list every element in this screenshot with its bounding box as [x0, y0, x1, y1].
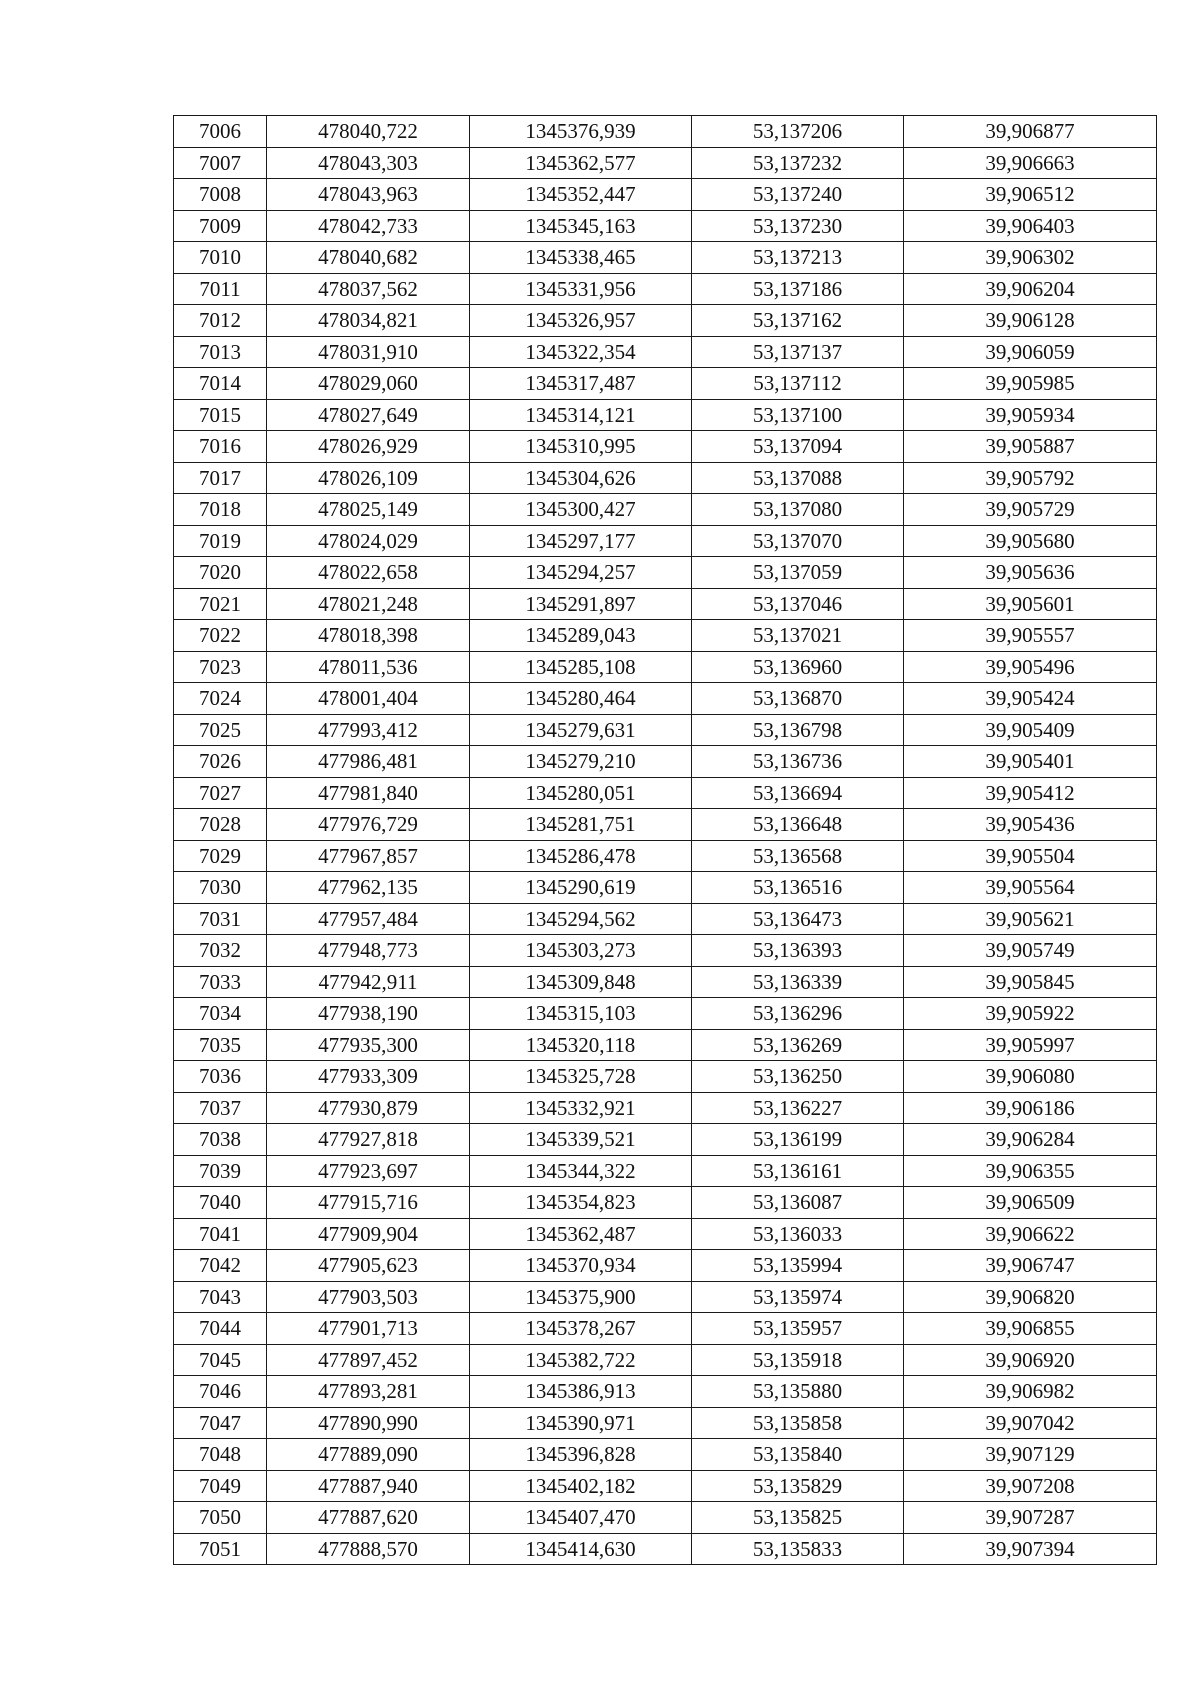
longitude-cell: 39,906059 — [904, 336, 1157, 368]
x-coordinate-cell: 477903,503 — [267, 1281, 470, 1313]
x-coordinate-cell: 477962,135 — [267, 872, 470, 904]
longitude-cell: 39,906855 — [904, 1313, 1157, 1345]
y-coordinate-cell: 1345281,751 — [470, 809, 692, 841]
table-row — [174, 557, 1157, 589]
table-row — [174, 998, 1157, 1030]
y-coordinate-cell: 1345291,897 — [470, 588, 692, 620]
point-number-cell: 7031 — [174, 903, 267, 935]
y-coordinate-cell: 1345344,322 — [470, 1155, 692, 1187]
point-number-cell: 7045 — [174, 1344, 267, 1376]
longitude-cell: 39,907394 — [904, 1533, 1157, 1565]
point-number-cell: 7015 — [174, 399, 267, 431]
table-row — [174, 368, 1157, 400]
table-row — [174, 714, 1157, 746]
x-coordinate-cell: 478031,910 — [267, 336, 470, 368]
table-row — [174, 1376, 1157, 1408]
table-row — [174, 399, 1157, 431]
latitude-cell: 53,137088 — [692, 462, 904, 494]
point-number-cell: 7018 — [174, 494, 267, 526]
y-coordinate-cell: 1345370,934 — [470, 1250, 692, 1282]
table-row — [174, 1281, 1157, 1313]
y-coordinate-cell: 1345315,103 — [470, 998, 692, 1030]
y-coordinate-cell: 1345396,828 — [470, 1439, 692, 1471]
table-row — [174, 809, 1157, 841]
point-number-cell: 7010 — [174, 242, 267, 274]
latitude-cell: 53,136393 — [692, 935, 904, 967]
point-number-cell: 7011 — [174, 273, 267, 305]
y-coordinate-cell: 1345378,267 — [470, 1313, 692, 1345]
x-coordinate-cell: 477981,840 — [267, 777, 470, 809]
table-row — [174, 116, 1157, 148]
x-coordinate-cell: 477897,452 — [267, 1344, 470, 1376]
x-coordinate-cell: 478034,821 — [267, 305, 470, 337]
point-number-cell: 7007 — [174, 147, 267, 179]
point-number-cell: 7024 — [174, 683, 267, 715]
point-number-cell: 7020 — [174, 557, 267, 589]
table-row — [174, 1155, 1157, 1187]
longitude-cell: 39,906204 — [904, 273, 1157, 305]
y-coordinate-cell: 1345279,631 — [470, 714, 692, 746]
longitude-cell: 39,905845 — [904, 966, 1157, 998]
x-coordinate-cell: 477915,716 — [267, 1187, 470, 1219]
latitude-cell: 53,136087 — [692, 1187, 904, 1219]
point-number-cell: 7035 — [174, 1029, 267, 1061]
table-row — [174, 1313, 1157, 1345]
latitude-cell: 53,137162 — [692, 305, 904, 337]
y-coordinate-cell: 1345320,118 — [470, 1029, 692, 1061]
x-coordinate-cell: 477905,623 — [267, 1250, 470, 1282]
y-coordinate-cell: 1345414,630 — [470, 1533, 692, 1565]
latitude-cell: 53,135833 — [692, 1533, 904, 1565]
latitude-cell: 53,136339 — [692, 966, 904, 998]
point-number-cell: 7038 — [174, 1124, 267, 1156]
table-row — [174, 210, 1157, 242]
x-coordinate-cell: 478021,248 — [267, 588, 470, 620]
y-coordinate-cell: 1345382,722 — [470, 1344, 692, 1376]
x-coordinate-cell: 478025,149 — [267, 494, 470, 526]
x-coordinate-cell: 477890,990 — [267, 1407, 470, 1439]
latitude-cell: 53,137080 — [692, 494, 904, 526]
point-number-cell: 7029 — [174, 840, 267, 872]
point-number-cell: 7009 — [174, 210, 267, 242]
y-coordinate-cell: 1345402,182 — [470, 1470, 692, 1502]
longitude-cell: 39,906820 — [904, 1281, 1157, 1313]
latitude-cell: 53,135974 — [692, 1281, 904, 1313]
latitude-cell: 53,137059 — [692, 557, 904, 589]
point-number-cell: 7041 — [174, 1218, 267, 1250]
longitude-cell: 39,906355 — [904, 1155, 1157, 1187]
latitude-cell: 53,136161 — [692, 1155, 904, 1187]
latitude-cell: 53,137186 — [692, 273, 904, 305]
point-number-cell: 7012 — [174, 305, 267, 337]
y-coordinate-cell: 1345304,626 — [470, 462, 692, 494]
x-coordinate-cell: 477888,570 — [267, 1533, 470, 1565]
point-number-cell: 7023 — [174, 651, 267, 683]
x-coordinate-cell: 478027,649 — [267, 399, 470, 431]
table-row — [174, 462, 1157, 494]
x-coordinate-cell: 477889,090 — [267, 1439, 470, 1471]
latitude-cell: 53,135994 — [692, 1250, 904, 1282]
x-coordinate-cell: 477986,481 — [267, 746, 470, 778]
longitude-cell: 39,905887 — [904, 431, 1157, 463]
latitude-cell: 53,136736 — [692, 746, 904, 778]
table-row — [174, 242, 1157, 274]
longitude-cell: 39,907287 — [904, 1502, 1157, 1534]
table-row — [174, 336, 1157, 368]
latitude-cell: 53,136568 — [692, 840, 904, 872]
y-coordinate-cell: 1345314,121 — [470, 399, 692, 431]
x-coordinate-cell: 477930,879 — [267, 1092, 470, 1124]
latitude-cell: 53,137240 — [692, 179, 904, 211]
y-coordinate-cell: 1345280,464 — [470, 683, 692, 715]
latitude-cell: 53,136033 — [692, 1218, 904, 1250]
latitude-cell: 53,136960 — [692, 651, 904, 683]
point-number-cell: 7030 — [174, 872, 267, 904]
latitude-cell: 53,137230 — [692, 210, 904, 242]
longitude-cell: 39,906512 — [904, 179, 1157, 211]
longitude-cell: 39,906982 — [904, 1376, 1157, 1408]
point-number-cell: 7040 — [174, 1187, 267, 1219]
longitude-cell: 39,905636 — [904, 557, 1157, 589]
latitude-cell: 53,137206 — [692, 116, 904, 148]
point-number-cell: 7013 — [174, 336, 267, 368]
longitude-cell: 39,907129 — [904, 1439, 1157, 1471]
longitude-cell: 39,905997 — [904, 1029, 1157, 1061]
point-number-cell: 7049 — [174, 1470, 267, 1502]
x-coordinate-cell: 478001,404 — [267, 683, 470, 715]
longitude-cell: 39,905564 — [904, 872, 1157, 904]
latitude-cell: 53,136870 — [692, 683, 904, 715]
longitude-cell: 39,906403 — [904, 210, 1157, 242]
longitude-cell: 39,905436 — [904, 809, 1157, 841]
latitude-cell: 53,137232 — [692, 147, 904, 179]
y-coordinate-cell: 1345279,210 — [470, 746, 692, 778]
x-coordinate-cell: 477976,729 — [267, 809, 470, 841]
latitude-cell: 53,135918 — [692, 1344, 904, 1376]
x-coordinate-cell: 477923,697 — [267, 1155, 470, 1187]
latitude-cell: 53,135829 — [692, 1470, 904, 1502]
latitude-cell: 53,136227 — [692, 1092, 904, 1124]
longitude-cell: 39,905424 — [904, 683, 1157, 715]
table-row — [174, 1533, 1157, 1565]
point-number-cell: 7046 — [174, 1376, 267, 1408]
point-number-cell: 7016 — [174, 431, 267, 463]
latitude-cell: 53,135825 — [692, 1502, 904, 1534]
y-coordinate-cell: 1345354,823 — [470, 1187, 692, 1219]
latitude-cell: 53,137021 — [692, 620, 904, 652]
y-coordinate-cell: 1345362,487 — [470, 1218, 692, 1250]
longitude-cell: 39,905922 — [904, 998, 1157, 1030]
x-coordinate-cell: 478029,060 — [267, 368, 470, 400]
table-row — [174, 1061, 1157, 1093]
point-number-cell: 7033 — [174, 966, 267, 998]
x-coordinate-cell: 477967,857 — [267, 840, 470, 872]
table-row — [174, 651, 1157, 683]
y-coordinate-cell: 1345309,848 — [470, 966, 692, 998]
x-coordinate-cell: 478018,398 — [267, 620, 470, 652]
point-number-cell: 7021 — [174, 588, 267, 620]
y-coordinate-cell: 1345280,051 — [470, 777, 692, 809]
longitude-cell: 39,906920 — [904, 1344, 1157, 1376]
point-number-cell: 7051 — [174, 1533, 267, 1565]
latitude-cell: 53,136199 — [692, 1124, 904, 1156]
coordinates-table-body — [174, 116, 1157, 1565]
point-number-cell: 7014 — [174, 368, 267, 400]
y-coordinate-cell: 1345294,257 — [470, 557, 692, 589]
point-number-cell: 7006 — [174, 116, 267, 148]
point-number-cell: 7048 — [174, 1439, 267, 1471]
x-coordinate-cell: 478043,303 — [267, 147, 470, 179]
latitude-cell: 53,137094 — [692, 431, 904, 463]
longitude-cell: 39,905601 — [904, 588, 1157, 620]
table-row — [174, 777, 1157, 809]
latitude-cell: 53,136798 — [692, 714, 904, 746]
table-row — [174, 1218, 1157, 1250]
longitude-cell: 39,905792 — [904, 462, 1157, 494]
x-coordinate-cell: 478024,029 — [267, 525, 470, 557]
y-coordinate-cell: 1345289,043 — [470, 620, 692, 652]
x-coordinate-cell: 477938,190 — [267, 998, 470, 1030]
table-row — [174, 903, 1157, 935]
table-row — [174, 620, 1157, 652]
longitude-cell: 39,905412 — [904, 777, 1157, 809]
y-coordinate-cell: 1345322,354 — [470, 336, 692, 368]
y-coordinate-cell: 1345297,177 — [470, 525, 692, 557]
longitude-cell: 39,906747 — [904, 1250, 1157, 1282]
y-coordinate-cell: 1345310,995 — [470, 431, 692, 463]
table-row — [174, 1187, 1157, 1219]
latitude-cell: 53,136269 — [692, 1029, 904, 1061]
x-coordinate-cell: 478040,682 — [267, 242, 470, 274]
x-coordinate-cell: 477887,940 — [267, 1470, 470, 1502]
x-coordinate-cell: 478011,536 — [267, 651, 470, 683]
table-row — [174, 1470, 1157, 1502]
table-row — [174, 1502, 1157, 1534]
table-row — [174, 525, 1157, 557]
longitude-cell: 39,906877 — [904, 116, 1157, 148]
point-number-cell: 7044 — [174, 1313, 267, 1345]
x-coordinate-cell: 477942,911 — [267, 966, 470, 998]
longitude-cell: 39,905496 — [904, 651, 1157, 683]
y-coordinate-cell: 1345303,273 — [470, 935, 692, 967]
x-coordinate-cell: 477909,904 — [267, 1218, 470, 1250]
y-coordinate-cell: 1345325,728 — [470, 1061, 692, 1093]
table-row — [174, 147, 1157, 179]
table-row — [174, 1250, 1157, 1282]
point-number-cell: 7050 — [174, 1502, 267, 1534]
point-number-cell: 7034 — [174, 998, 267, 1030]
y-coordinate-cell: 1345326,957 — [470, 305, 692, 337]
table-row — [174, 966, 1157, 998]
x-coordinate-cell: 477948,773 — [267, 935, 470, 967]
point-number-cell: 7027 — [174, 777, 267, 809]
longitude-cell: 39,906128 — [904, 305, 1157, 337]
x-coordinate-cell: 477893,281 — [267, 1376, 470, 1408]
y-coordinate-cell: 1345390,971 — [470, 1407, 692, 1439]
point-number-cell: 7017 — [174, 462, 267, 494]
longitude-cell: 39,905934 — [904, 399, 1157, 431]
point-number-cell: 7043 — [174, 1281, 267, 1313]
point-number-cell: 7032 — [174, 935, 267, 967]
table-row — [174, 872, 1157, 904]
point-number-cell: 7026 — [174, 746, 267, 778]
point-number-cell: 7025 — [174, 714, 267, 746]
latitude-cell: 53,137112 — [692, 368, 904, 400]
y-coordinate-cell: 1345294,562 — [470, 903, 692, 935]
y-coordinate-cell: 1345362,577 — [470, 147, 692, 179]
longitude-cell: 39,906622 — [904, 1218, 1157, 1250]
table-row — [174, 840, 1157, 872]
longitude-cell: 39,906186 — [904, 1092, 1157, 1124]
table-row — [174, 305, 1157, 337]
longitude-cell: 39,906284 — [904, 1124, 1157, 1156]
point-number-cell: 7019 — [174, 525, 267, 557]
longitude-cell: 39,905680 — [904, 525, 1157, 557]
longitude-cell: 39,905504 — [904, 840, 1157, 872]
longitude-cell: 39,905985 — [904, 368, 1157, 400]
table-row — [174, 1029, 1157, 1061]
table-row — [174, 1124, 1157, 1156]
longitude-cell: 39,905729 — [904, 494, 1157, 526]
table-row — [174, 588, 1157, 620]
x-coordinate-cell: 477887,620 — [267, 1502, 470, 1534]
longitude-cell: 39,907208 — [904, 1470, 1157, 1502]
longitude-cell: 39,906080 — [904, 1061, 1157, 1093]
point-number-cell: 7039 — [174, 1155, 267, 1187]
y-coordinate-cell: 1345345,163 — [470, 210, 692, 242]
point-number-cell: 7037 — [174, 1092, 267, 1124]
latitude-cell: 53,136250 — [692, 1061, 904, 1093]
y-coordinate-cell: 1345290,619 — [470, 872, 692, 904]
y-coordinate-cell: 1345352,447 — [470, 179, 692, 211]
latitude-cell: 53,136648 — [692, 809, 904, 841]
longitude-cell: 39,906663 — [904, 147, 1157, 179]
x-coordinate-cell: 478026,109 — [267, 462, 470, 494]
x-coordinate-cell: 477901,713 — [267, 1313, 470, 1345]
latitude-cell: 53,137100 — [692, 399, 904, 431]
point-number-cell: 7028 — [174, 809, 267, 841]
longitude-cell: 39,906302 — [904, 242, 1157, 274]
longitude-cell: 39,905557 — [904, 620, 1157, 652]
x-coordinate-cell: 477993,412 — [267, 714, 470, 746]
y-coordinate-cell: 1345317,487 — [470, 368, 692, 400]
table-row — [174, 746, 1157, 778]
x-coordinate-cell: 478037,562 — [267, 273, 470, 305]
table-row — [174, 273, 1157, 305]
y-coordinate-cell: 1345300,427 — [470, 494, 692, 526]
table-row — [174, 935, 1157, 967]
longitude-cell: 39,905749 — [904, 935, 1157, 967]
table-row — [174, 1344, 1157, 1376]
point-number-cell: 7036 — [174, 1061, 267, 1093]
y-coordinate-cell: 1345332,921 — [470, 1092, 692, 1124]
table-row — [174, 683, 1157, 715]
latitude-cell: 53,135957 — [692, 1313, 904, 1345]
table-row — [174, 494, 1157, 526]
y-coordinate-cell: 1345286,478 — [470, 840, 692, 872]
y-coordinate-cell: 1345339,521 — [470, 1124, 692, 1156]
table-row — [174, 179, 1157, 211]
x-coordinate-cell: 477927,818 — [267, 1124, 470, 1156]
table-row — [174, 1439, 1157, 1471]
latitude-cell: 53,135840 — [692, 1439, 904, 1471]
y-coordinate-cell: 1345285,108 — [470, 651, 692, 683]
latitude-cell: 53,137070 — [692, 525, 904, 557]
longitude-cell: 39,905621 — [904, 903, 1157, 935]
longitude-cell: 39,905409 — [904, 714, 1157, 746]
point-number-cell: 7008 — [174, 179, 267, 211]
latitude-cell: 53,135880 — [692, 1376, 904, 1408]
table-row — [174, 1407, 1157, 1439]
y-coordinate-cell: 1345338,465 — [470, 242, 692, 274]
longitude-cell: 39,905401 — [904, 746, 1157, 778]
y-coordinate-cell: 1345386,913 — [470, 1376, 692, 1408]
latitude-cell: 53,136473 — [692, 903, 904, 935]
y-coordinate-cell: 1345331,956 — [470, 273, 692, 305]
latitude-cell: 53,136296 — [692, 998, 904, 1030]
x-coordinate-cell: 477935,300 — [267, 1029, 470, 1061]
latitude-cell: 53,137213 — [692, 242, 904, 274]
x-coordinate-cell: 477933,309 — [267, 1061, 470, 1093]
x-coordinate-cell: 478043,963 — [267, 179, 470, 211]
x-coordinate-cell: 478040,722 — [267, 116, 470, 148]
y-coordinate-cell: 1345376,939 — [470, 116, 692, 148]
longitude-cell: 39,906509 — [904, 1187, 1157, 1219]
point-number-cell: 7022 — [174, 620, 267, 652]
latitude-cell: 53,136516 — [692, 872, 904, 904]
table-row — [174, 1092, 1157, 1124]
latitude-cell: 53,137137 — [692, 336, 904, 368]
coordinates-table — [173, 115, 1157, 1565]
latitude-cell: 53,135858 — [692, 1407, 904, 1439]
latitude-cell: 53,137046 — [692, 588, 904, 620]
point-number-cell: 7042 — [174, 1250, 267, 1282]
longitude-cell: 39,907042 — [904, 1407, 1157, 1439]
y-coordinate-cell: 1345375,900 — [470, 1281, 692, 1313]
y-coordinate-cell: 1345407,470 — [470, 1502, 692, 1534]
x-coordinate-cell: 478022,658 — [267, 557, 470, 589]
x-coordinate-cell: 478042,733 — [267, 210, 470, 242]
x-coordinate-cell: 478026,929 — [267, 431, 470, 463]
latitude-cell: 53,136694 — [692, 777, 904, 809]
x-coordinate-cell: 477957,484 — [267, 903, 470, 935]
point-number-cell: 7047 — [174, 1407, 267, 1439]
table-row — [174, 431, 1157, 463]
